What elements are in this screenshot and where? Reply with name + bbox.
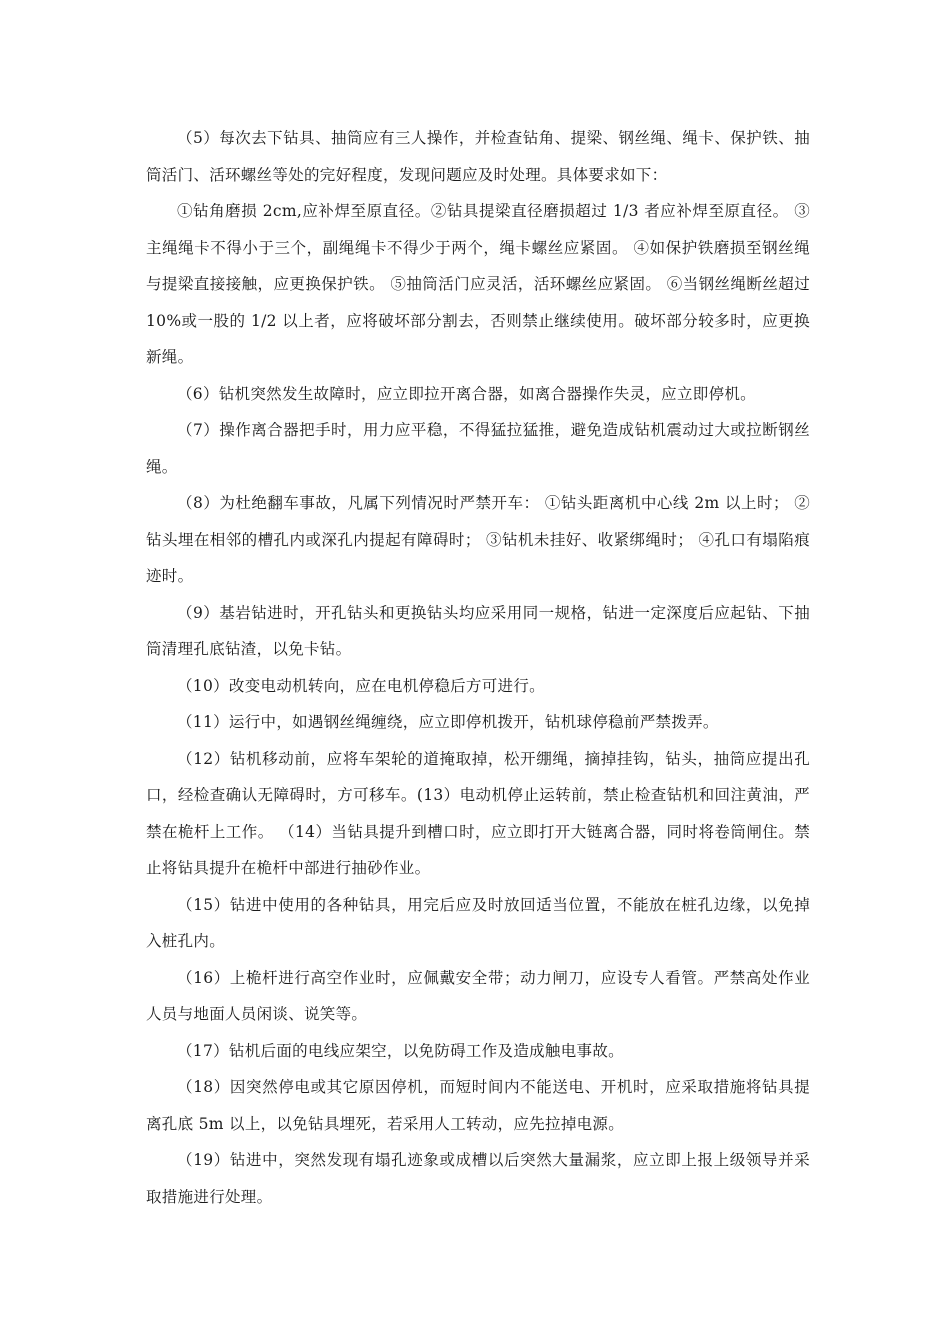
paragraph-6: （6）钻机突然发生故障时，应立即拉开离合器，如离合器操作失灵，应立即停机。 [177, 384, 756, 403]
paragraph-17: （17）钻机后面的电线应架空，以免防碍工作及造成触电事故。 [177, 1041, 624, 1060]
document-body [146, 120, 810, 1215]
paragraph-15: （15）钻进中使用的各种钻具，用完后应及时放回适当位置，不能放在桩孔边缘，以免掉入桩孔内。 [146, 895, 810, 950]
paragraph-11: （11）运行中，如遇钢丝绳缠绕，应立即停机拨开，钻机球停稳前严禁拨弄。 [177, 713, 719, 731]
paragraph-9: （9）基岩钻进时，开孔钻头和更换钻头均应采用同一规格，钻进一定深度后应起钻、下抽筒清理孔底钻渣，以免卡钻。 [146, 603, 810, 658]
paragraph-16: （16）上桅杆进行高空作业时，应佩戴安全带；动力闸刀，应设专人看管。严禁高处作业人员与地面人员闲谈、说笑等。 [146, 968, 810, 1023]
paragraph-19: （19）钻进中，突然发现有塌孔迹象或成槽以后突然大量漏浆，应立即上报上级领导并采取措施进行处理。 [146, 1151, 810, 1206]
paragraph-18: （18）因突然停电或其它原因停机，而短时间内不能送电、开机时，应采取措施将钻具提离孔底 5m 以上，以免钻具埋死，若采用人工转动，应先拉掉电源。 [146, 1078, 810, 1133]
paragraph-10: （10）改变电动机转向，应在电机停稳后方可进行。 [177, 676, 545, 695]
paragraph-5: （5）每次去下钻具、抽筒应有三人操作，并检查钻角、提梁、钢丝绳、绳卡、保护铁、抽筒活门、活环螺丝等处的完好程度，发现问题应及时处理。具体要求如下： [146, 129, 810, 184]
paragraph-12-14: （12）钻机移动前，应将车架轮的道掩取掉，松开绷绳，摘掉挂钩，钻头，抽筒应提出孔口，经检查确认无障碍时，方可移车。(13）电动机停止运转前，禁止检查钻机和回注黄油，严禁在桅杆上工作。 （14）当钻具提升到槽口时，应立即打开大链离合器，同时将卷筒闸住。禁止将钻具提升在桅杆中部进行抽砂作业。 [146, 749, 810, 877]
paragraph-7: （7）操作离合器把手时，用力应平稳，不得猛拉猛推，避免造成钻机震动过大或拉断钢丝绳。 [146, 421, 810, 476]
paragraph-5-requirements: ①钻角磨损 2cm,应补焊至原直径。②钻具提梁直径磨损超过 1/3 者应补焊至原直径。 ③主绳绳卡不得小于三个，副绳绳卡不得少于两个，绳卡螺丝应紧固。 ④如保护铁磨损至钢丝绳与提梁直接接触，应更换保护铁。 ⑤抽筒活门应灵活，活环螺丝应紧固。 ⑥当钢丝绳断丝超过 10%或一股的 1/2 以上者，应将破坏部分割去，否则禁止继续使用。破坏部分较多时，应更换新绳。 [146, 202, 810, 366]
paragraph-8: （8）为杜绝翻车事故，凡属下列情况时严禁开车： ①钻头距离机中心线 2m 以上时； ②钻头埋在相邻的槽孔内或深孔内提起有障碍时； ③钻机未挂好、收紧绑绳时； ④孔口有塌陷痕迹时。 [146, 494, 810, 585]
